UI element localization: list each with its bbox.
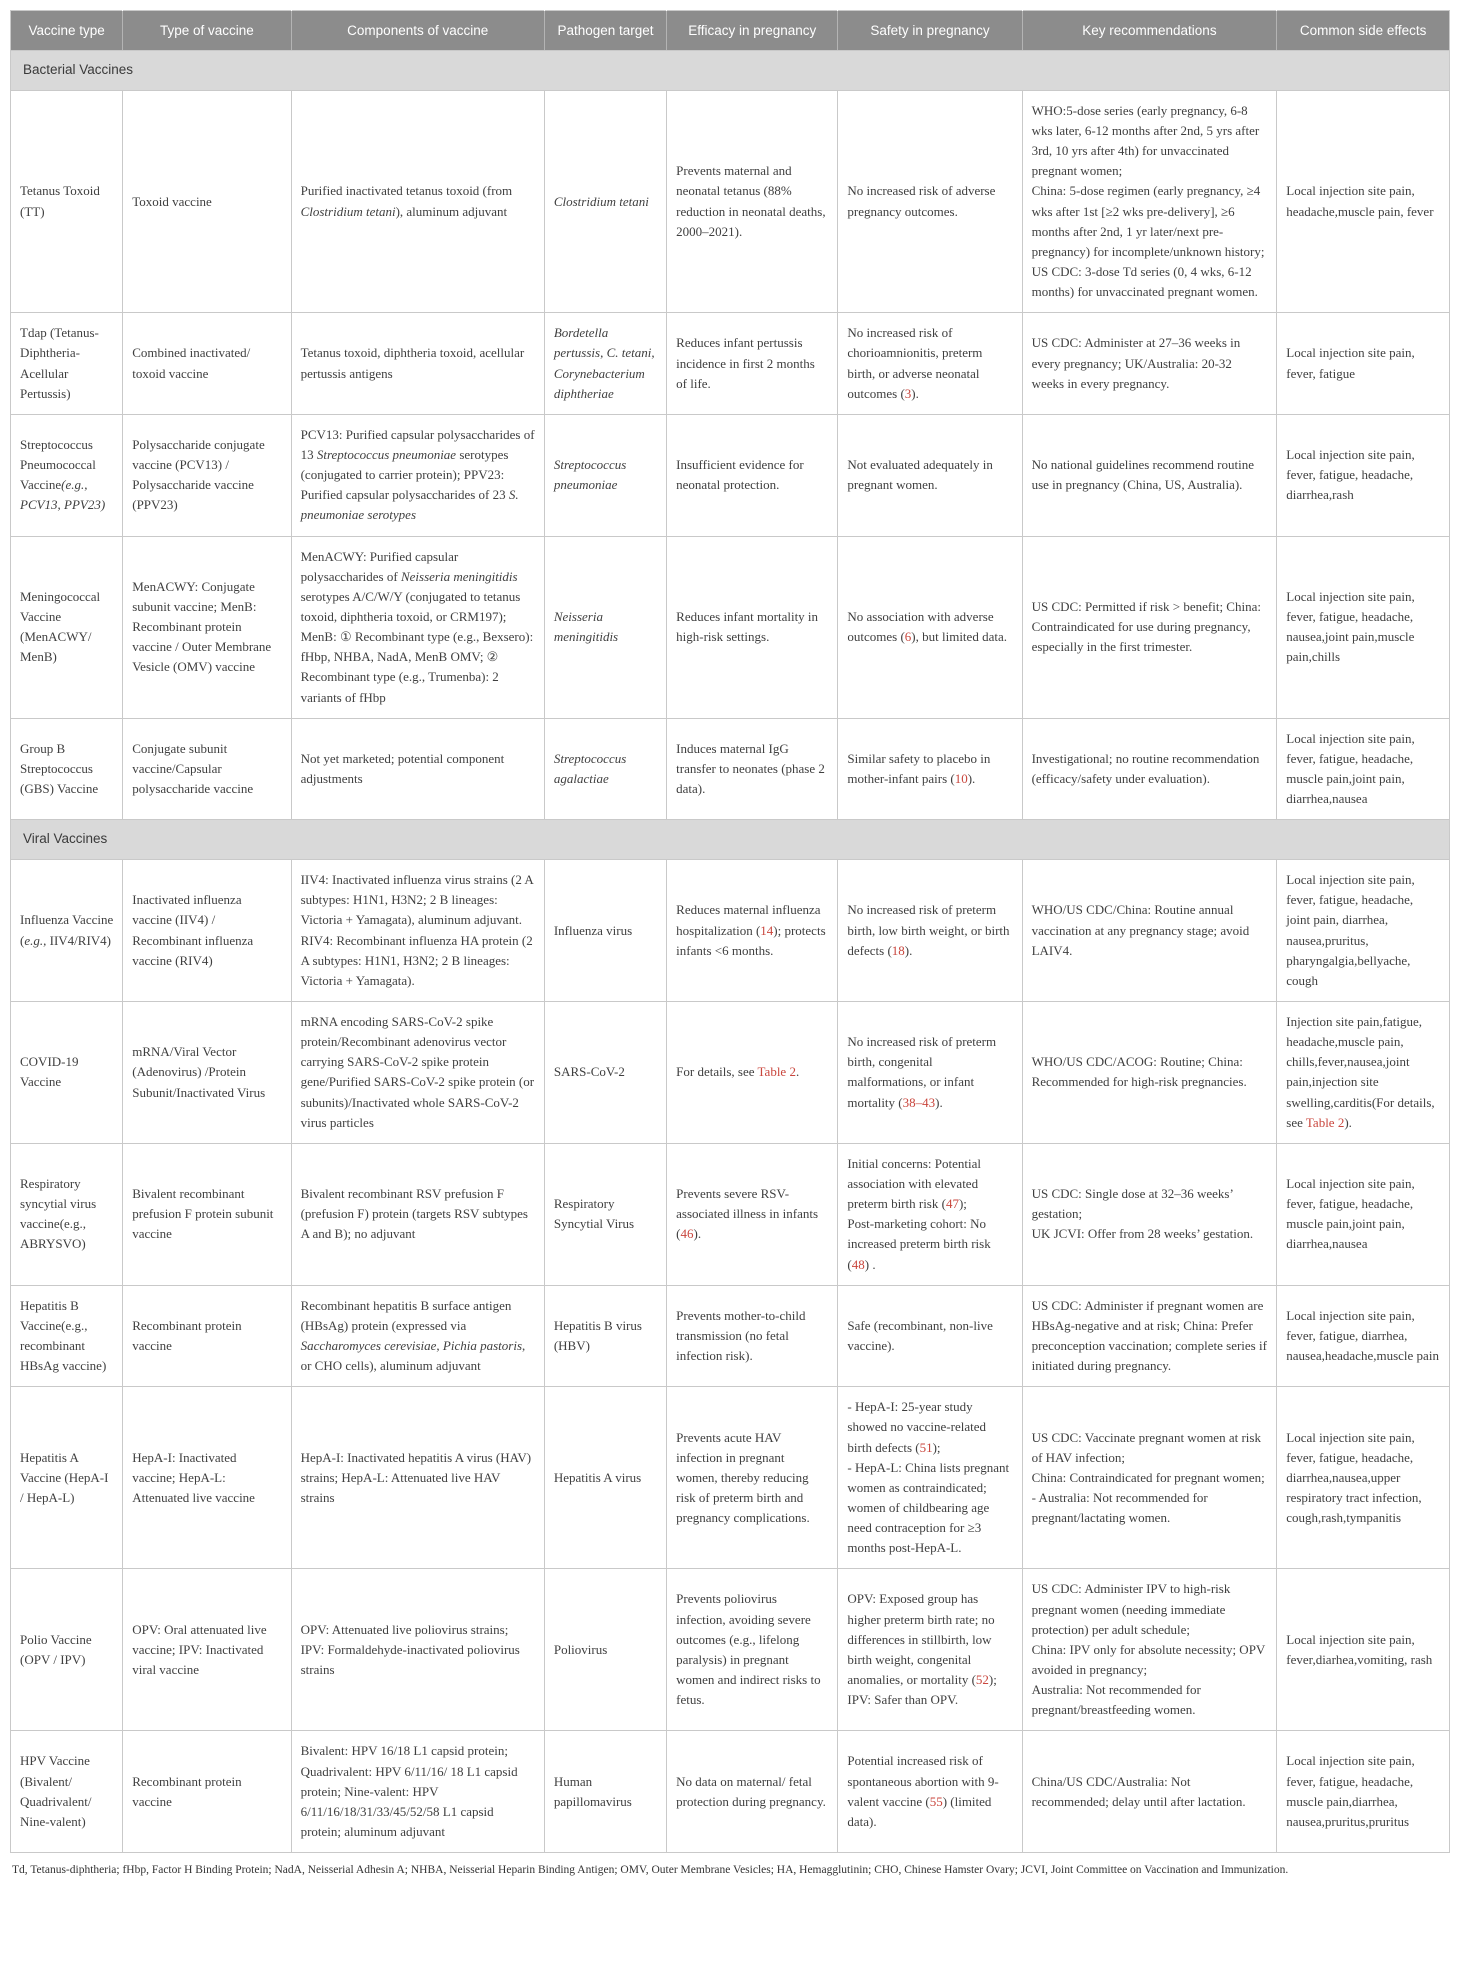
cell-efficacy: Prevents poliovirus infection, avoiding severe outcomes (e.g., lifelong paralysis) in pregnant women and indirect risks to fetus. (667, 1569, 838, 1731)
cell-efficacy: Reduces infant pertussis incidence in first 2 months of life. (667, 313, 838, 415)
cell-safety: No increased risk of preterm birth, congenital malformations, or infant mortality (38–43). (838, 1002, 1022, 1144)
cell-vaccine_type: Meningococcal Vaccine (MenACWY/ MenB) (11, 536, 123, 718)
cell-pathogen_target: Influenza virus (544, 860, 666, 1002)
cell-efficacy: Reduces infant mortality in high-risk settings. (667, 536, 838, 718)
cell-pathogen_target: Poliovirus (544, 1569, 666, 1731)
citation-link[interactable]: Table 2 (1305, 1114, 1345, 1130)
cell-components: Bivalent recombinant RSV prefusion F (prefusion F) protein (targets RSV subtypes A and B); no adjuvant (291, 1143, 544, 1285)
cell-components: Not yet marketed; potential component adjustments (291, 718, 544, 820)
table-row (11, 1731, 1450, 1853)
cell-efficacy: Reduces maternal influenza hospitalization (14); protects infants <6 months. (667, 860, 838, 1002)
cell-type_of_vaccine: Recombinant protein vaccine (123, 1285, 291, 1387)
cell-type_of_vaccine: mRNA/Viral Vector (Adenovirus) /Protein Subunit/Inactivated Virus (123, 1002, 291, 1144)
table-body (11, 51, 1450, 1853)
cell-pathogen_target: Bordetella pertussis, C. tetani, Corynebacterium diphtheriae (544, 313, 666, 415)
cell-efficacy: Insufficient evidence for neonatal protection. (667, 414, 838, 536)
section-label-bacterial: Bacterial Vaccines (11, 51, 1450, 91)
cell-vaccine_type: Tetanus Toxoid (TT) (11, 90, 123, 312)
cell-side_effects: Local injection site pain, fever, fatigue, headache, muscle pain,joint pain, diarrhea,nausea (1277, 1143, 1450, 1285)
cell-type_of_vaccine: Combined inactivated/ toxoid vaccine (123, 313, 291, 415)
cell-recommendations: WHO/US CDC/ACOG: Routine; China: Recommended for high-risk pregnancies. (1022, 1002, 1277, 1144)
header-components: Components of vaccine (291, 11, 544, 51)
table-row (11, 1569, 1450, 1731)
citation-link[interactable]: 18 (891, 942, 905, 958)
cell-efficacy: No data on maternal/ fetal protection during pregnancy. (667, 1731, 838, 1853)
cell-components: PCV13: Purified capsular polysaccharides of 13 Streptococcus pneumoniae serotypes (conjugated to carrier protein); PPV23: Purified capsular polysaccharides of 23 S. pneumoniae serotypes (291, 414, 544, 536)
cell-safety: Similar safety to placebo in mother-infant pairs (10). (838, 718, 1022, 820)
cell-components: Recombinant hepatitis B surface antigen (HBsAg) protein (expressed via Saccharomyces cerevisiae, Pichia pastoris, or CHO cells), aluminum adjuvant (291, 1285, 544, 1387)
cell-pathogen_target: Clostridium tetani (544, 90, 666, 312)
cell-safety: Initial concerns: Potential association with elevated preterm birth risk (47); Post-marketing cohort: No increased preterm birth risk (48) . (838, 1143, 1022, 1285)
header-safety: Safety in pregnancy (838, 11, 1022, 51)
table-footnote: Td, Tetanus-diphtheria; fHbp, Factor H Binding Protein; NadA, Neisserial Adhesin A; NHBA, Neisserial Heparin Binding Antigen; OMV, Outer Membrane Vesicles; HA, Hemagglutinin; CHO, Chinese Hamster Ovary; JCVI, Joint Committee on Vaccination and Immunization. (12, 1864, 1289, 1877)
table-row (11, 313, 1450, 415)
cell-recommendations: No national guidelines recommend routine use in pregnancy (China, US, Australia). (1022, 414, 1277, 536)
table-header-row (11, 11, 1450, 51)
cell-recommendations: WHO:5-dose series (early pregnancy, 6-8 wks later, 6-12 months after 2nd, 5 yrs after 3rd, 10 yrs after 4th) for unvaccinated pregnant women; China: 5-dose regimen (early pregnancy, ≥4 wks after 1st [≥2 wks pre-delivery], ≥6 months after 2nd, 1 yr later/next pre-pregnancy) for incomplete/unknown history; US CDC: 3-dose Td series (0, 4 wks, 6-12 months) for unvaccinated pregnant women. (1022, 90, 1277, 312)
cell-safety: Safe (recombinant, non-live vaccine). (838, 1285, 1022, 1387)
table-row (11, 718, 1450, 820)
cell-recommendations: Investigational; no routine recommendation (efficacy/safety under evaluation). (1022, 718, 1277, 820)
cell-vaccine_type: Streptococcus Pneumococcal Vaccine(e.g., PCV13, PPV23) (11, 414, 123, 536)
citation-link[interactable]: 6 (904, 629, 912, 645)
cell-components: Tetanus toxoid, diphtheria toxoid, acellular pertussis antigens (291, 313, 544, 415)
cell-safety: Not evaluated adequately in pregnant women. (838, 414, 1022, 536)
cell-side_effects: Local injection site pain, fever, fatigue, headache, nausea,joint pain,muscle pain,chills (1277, 536, 1450, 718)
cell-safety: No association with adverse outcomes (6), but limited data. (838, 536, 1022, 718)
cell-efficacy: Prevents acute HAV infection in pregnant women, thereby reducing risk of preterm birth and pregnancy complications. (667, 1387, 838, 1569)
cell-vaccine_type: COVID-19 Vaccine (11, 1002, 123, 1144)
cell-type_of_vaccine: Polysaccharide conjugate vaccine (PCV13) / Polysaccharide vaccine (PPV23) (123, 414, 291, 536)
cell-recommendations: US CDC: Single dose at 32–36 weeks’ gestation; UK JCVI: Offer from 28 weeks’ gestation. (1022, 1143, 1277, 1285)
cell-recommendations: US CDC: Permitted if risk > benefit; China: Contraindicated for use during pregnancy, especially in the first trimester. (1022, 536, 1277, 718)
cell-safety: OPV: Exposed group has higher preterm birth rate; no differences in stillbirth, low birth weight, congenital anomalies, or mortality (52); IPV: Safer than OPV. (838, 1569, 1022, 1731)
cell-recommendations: China/US CDC/Australia: Not recommended; delay until after lactation. (1022, 1731, 1277, 1853)
cell-side_effects: Local injection site pain, fever, fatigue, headache, joint pain, diarrhea, nausea,pruritus, pharyngalgia,bellyache, cough (1277, 860, 1450, 1002)
table-row (11, 1143, 1450, 1285)
cell-pathogen_target: Human papillomavirus (544, 1731, 666, 1853)
citation-link[interactable]: 46 (680, 1226, 694, 1242)
section-label-viral: Viral Vaccines (11, 820, 1450, 860)
table-row (11, 90, 1450, 312)
citation-link[interactable]: 48 (851, 1256, 865, 1272)
table-row (11, 1002, 1450, 1144)
cell-side_effects: Local injection site pain, fever, fatigue, headache, muscle pain,diarrhea, nausea,pruritus,pruritus (1277, 1731, 1450, 1853)
citation-link[interactable]: Table 2 (757, 1064, 796, 1080)
cell-recommendations: US CDC: Administer if pregnant women are HBsAg-negative and at risk; China: Prefer preconception vaccination; complete series if initiated during pregnancy. (1022, 1285, 1277, 1387)
cell-efficacy: Prevents severe RSV-associated illness in infants (46). (667, 1143, 838, 1285)
cell-side_effects: Injection site pain,fatigue, headache,muscle pain, chills,fever,nausea,joint pain,injection site swelling,carditis(For details, see Table 2). (1277, 1002, 1450, 1144)
cell-recommendations: US CDC: Vaccinate pregnant women at risk of HAV infection; China: Contraindicated for pregnant women; - Australia: Not recommended for pregnant/lactating women. (1022, 1387, 1277, 1569)
cell-pathogen_target: SARS-CoV-2 (544, 1002, 666, 1144)
citation-link[interactable]: 10 (954, 771, 968, 786)
header-type-of-vaccine: Type of vaccine (123, 11, 291, 51)
cell-type_of_vaccine: Toxoid vaccine (123, 90, 291, 312)
cell-side_effects: Local injection site pain, headache,muscle pain, fever (1277, 90, 1450, 312)
cell-efficacy: Prevents maternal and neonatal tetanus (88% reduction in neonatal deaths, 2000–2021). (667, 90, 838, 312)
table-row (11, 1285, 1450, 1387)
cell-pathogen_target: Hepatitis B virus (HBV) (544, 1285, 666, 1387)
cell-type_of_vaccine: HepA-I: Inactivated vaccine; HepA-L: Attenuated live vaccine (123, 1387, 291, 1569)
cell-recommendations: WHO/US CDC/China: Routine annual vaccination at any pregnancy stage; avoid LAIV4. (1022, 860, 1277, 1002)
cell-side_effects: Local injection site pain, fever, fatigue, headache, muscle pain,joint pain, diarrhea,nausea (1277, 718, 1450, 820)
cell-vaccine_type: Hepatitis B Vaccine(e.g., recombinant HBsAg vaccine) (11, 1285, 123, 1387)
table-row (11, 414, 1450, 536)
cell-components: OPV: Attenuated live poliovirus strains; IPV: Formaldehyde-inactivated poliovirus strains (291, 1569, 544, 1731)
cell-vaccine_type: Tdap (Tetanus-Diphtheria-Acellular Pertussis) (11, 313, 123, 415)
cell-type_of_vaccine: Recombinant protein vaccine (123, 1731, 291, 1853)
section-row-bacterial (11, 51, 1450, 91)
cell-components: mRNA encoding SARS-CoV-2 spike protein/Recombinant adenovirus vector carrying SARS-CoV-2 spike protein gene/Purified SARS-CoV-2 spike protein (or subunits)/Inactivated whole SARS-CoV-2 virus particles (291, 1002, 544, 1144)
header-vaccine-type: Vaccine type (11, 11, 123, 51)
vaccine-pregnancy-table (10, 10, 1450, 1853)
cell-side_effects: Local injection site pain, fever, fatigue, headache, diarrhea,nausea,upper respiratory tract infection, cough,rash,tympanitis (1277, 1387, 1450, 1569)
cell-safety: - HepA-I: 25-year study showed no vaccine-related birth defects (51); - HepA-L: China lists pregnant women as contraindicated; women of childbearing age need contraception for ≥3 months post-HepA-L. (838, 1387, 1022, 1569)
cell-type_of_vaccine: OPV: Oral attenuated live vaccine; IPV: Inactivated viral vaccine (123, 1569, 291, 1731)
cell-recommendations: US CDC: Administer at 27–36 weeks in every pregnancy; UK/Australia: 20-32 weeks in every pregnancy. (1022, 313, 1277, 415)
cell-pathogen_target: Respiratory Syncytial Virus (544, 1143, 666, 1285)
citation-link[interactable]: 52 (975, 1672, 989, 1688)
cell-vaccine_type: HPV Vaccine (Bivalent/ Quadrivalent/ Nine-valent) (11, 1731, 123, 1853)
cell-components: HepA-I: Inactivated hepatitis A virus (HAV) strains; HepA-L: Attenuated live HAV strains (291, 1387, 544, 1569)
cell-vaccine_type: Hepatitis A Vaccine (HepA-I / HepA-L) (11, 1387, 123, 1569)
cell-vaccine_type: Polio Vaccine (OPV / IPV) (11, 1569, 123, 1731)
header-pathogen-target: Pathogen target (544, 11, 666, 51)
cell-components: Purified inactivated tetanus toxoid (from Clostridium tetani), aluminum adjuvant (291, 90, 544, 312)
section-row-viral (11, 820, 1450, 860)
cell-components: MenACWY: Purified capsular polysaccharides of Neisseria meningitidis serotypes A/C/W/Y (conjugated to tetanus toxoid, diphtheria toxoid, or CRM197); MenB: ① Recombinant type (e.g., Bexsero): fHbp, NHBA, NadA, MenB OMV; ② Recombinant type (e.g., Trumenba): 2 variants of fHbp (291, 536, 544, 718)
citation-link[interactable]: 3 (904, 385, 912, 401)
header-efficacy: Efficacy in pregnancy (667, 11, 838, 51)
cell-safety: Potential increased risk of spontaneous abortion with 9-valent vaccine (55) (limited data). (838, 1731, 1022, 1853)
cell-type_of_vaccine: Inactivated influenza vaccine (IIV4) / Recombinant influenza vaccine (RIV4) (123, 860, 291, 1002)
citation-link[interactable]: 55 (929, 1793, 943, 1809)
table-row (11, 860, 1450, 1002)
citation-link[interactable]: 51 (919, 1439, 933, 1455)
cell-safety: No increased risk of adverse pregnancy outcomes. (838, 90, 1022, 312)
cell-side_effects: Local injection site pain, fever, fatigue, headache, diarrhea,rash (1277, 414, 1450, 536)
cell-components: IIV4: Inactivated influenza virus strains (2 A subtypes: H1N1, H3N2; 2 B lineages: Victoria + Yamagata), aluminum adjuvant. RIV4: Recombinant influenza HA protein (2 A subtypes: H1N1, H3N2; 2 B lineages: Victoria + Yamagata). (291, 860, 544, 1002)
cell-efficacy: Prevents mother-to-child transmission (no fetal infection risk). (667, 1285, 838, 1387)
citation-link[interactable]: 47 (945, 1196, 959, 1212)
cell-pathogen_target: Streptococcus agalactiae (544, 718, 666, 820)
cell-vaccine_type: Respiratory syncytial virus vaccine(e.g., ABRYSVO) (11, 1143, 123, 1285)
cell-components: Bivalent: HPV 16/18 L1 capsid protein; Quadrivalent: HPV 6/11/16/ 18 L1 capsid protein; Nine-valent: HPV 6/11/16/18/31/33/45/52/58 L1 capsid protein; aluminum adjuvant (291, 1731, 544, 1853)
cell-type_of_vaccine: MenACWY: Conjugate subunit vaccine; MenB: Recombinant protein vaccine / Outer Membrane Vesicle (OMV) vaccine (123, 536, 291, 718)
cell-pathogen_target: Neisseria meningitidis (544, 536, 666, 718)
cell-side_effects: Local injection site pain, fever,diarhea,vomiting, rash (1277, 1569, 1450, 1731)
table-row (11, 536, 1450, 718)
citation-link[interactable]: 38–43 (902, 1094, 936, 1110)
header-recommendations: Key recommendations (1022, 11, 1277, 51)
cell-vaccine_type: Influenza Vaccine (e.g., IIV4/RIV4) (11, 860, 123, 1002)
citation-link[interactable]: 14 (760, 922, 774, 938)
cell-pathogen_target: Streptococcus pneumoniae (544, 414, 666, 536)
cell-vaccine_type: Group B Streptococcus (GBS) Vaccine (11, 718, 123, 820)
cell-efficacy: For details, see Table 2. (667, 1002, 838, 1144)
cell-efficacy: Induces maternal IgG transfer to neonates (phase 2 data). (667, 718, 838, 820)
table-row (11, 1387, 1450, 1569)
header-side-effects: Common side effects (1277, 11, 1450, 51)
cell-type_of_vaccine: Conjugate subunit vaccine/Capsular polysaccharide vaccine (123, 718, 291, 820)
cell-safety: No increased risk of chorioamnionitis, preterm birth, or adverse neonatal outcomes (3). (838, 313, 1022, 415)
cell-pathogen_target: Hepatitis A virus (544, 1387, 666, 1569)
cell-recommendations: US CDC: Administer IPV to high-risk pregnant women (needing immediate protection) per adult schedule; China: IPV only for absolute necessity; OPV avoided in pregnancy; Australia: Not recommended for pregnant/breastfeeding women. (1022, 1569, 1277, 1731)
cell-safety: No increased risk of preterm birth, low birth weight, or birth defects (18). (838, 860, 1022, 1002)
cell-side_effects: Local injection site pain, fever, fatigue, diarrhea, nausea,headache,muscle pain (1277, 1285, 1450, 1387)
cell-side_effects: Local injection site pain, fever, fatigue (1277, 313, 1450, 415)
cell-type_of_vaccine: Bivalent recombinant prefusion F protein subunit vaccine (123, 1143, 291, 1285)
